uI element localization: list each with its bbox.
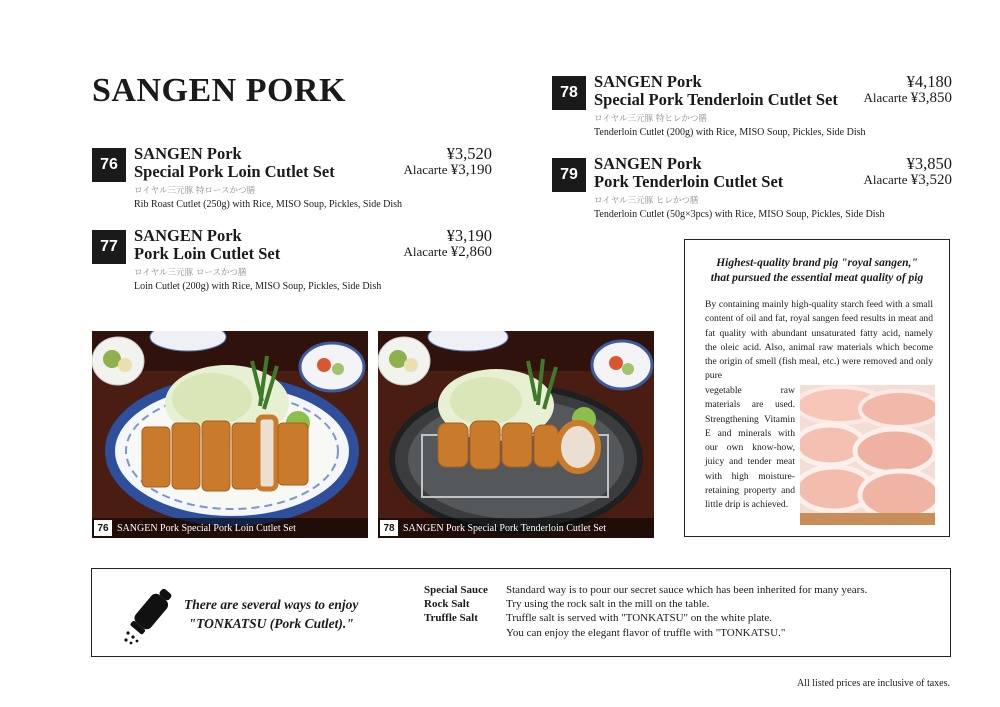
- item-japanese-name: ロイヤル三元豚 ロースかつ膳: [134, 268, 247, 278]
- alacarte-price: ¥3,190: [450, 162, 492, 178]
- item-description: Tenderloin Cutlet (200g) with Rice, MISO Soup, Pickles, Side Dish: [594, 127, 866, 138]
- tenderloin-cutlet-illustration: [378, 331, 654, 538]
- caption-number: 76: [94, 520, 112, 536]
- item-alacarte: [403, 162, 492, 179]
- item-name: Pork Tenderloin Cutlet Set: [594, 172, 784, 191]
- sangen-info-box: [684, 239, 950, 537]
- item-japanese-name: ロイヤル三元豚 特ヒレかつ膳: [594, 114, 707, 124]
- item-japanese-name: ロイヤル三元豚 特ロースかつ膳: [134, 186, 255, 196]
- ways-desc-rock-salt: Try using the rock salt in the mill on the table.: [506, 598, 710, 610]
- ways-label-special-sauce: Special Sauce: [424, 584, 488, 596]
- item-price: ¥3,850: [906, 154, 952, 173]
- item-name: Special Pork Tenderloin Cutlet Set: [594, 90, 838, 109]
- alacarte-price: ¥3,520: [910, 172, 952, 188]
- item-number-badge: 76: [92, 148, 126, 182]
- item-description: Tenderloin Cutlet (50g×3pcs) with Rice, MISO Soup, Pickles, Side Dish: [594, 209, 885, 220]
- item-number-badge: 78: [552, 76, 586, 110]
- loin-cutlet-illustration: [92, 331, 368, 538]
- caption-text: SANGEN Pork Special Pork Loin Cutlet Set: [117, 522, 296, 534]
- tax-note: All listed prices are inclusive of taxes.: [796, 678, 950, 689]
- caption-number: 78: [380, 520, 398, 536]
- alacarte-label: Alacarte: [863, 90, 908, 105]
- ways-label-truffle-salt: Truffle Salt: [424, 612, 478, 624]
- raw-pork-illustration: [800, 385, 935, 525]
- dish-photo-78: [378, 331, 654, 538]
- caption-text: SANGEN Pork Special Pork Tenderloin Cutlet Set: [403, 522, 606, 534]
- dish-photo-76: [92, 331, 368, 538]
- ways-heading-line2: "TONKATSU (Pork Cutlet).": [188, 616, 354, 631]
- item-alacarte: [403, 244, 492, 261]
- item-number-badge: 79: [552, 158, 586, 192]
- ways-heading: [184, 595, 358, 633]
- info-box-title-line1: Highest-quality brand pig "royal sangen,": [716, 257, 918, 269]
- item-description: Loin Cutlet (200g) with Rice, MISO Soup, Pickles, Side Dish: [134, 281, 382, 292]
- item-price: ¥3,190: [446, 226, 492, 245]
- item-name: Pork Loin Cutlet Set: [134, 244, 281, 263]
- ways-desc-special-sauce: Standard way is to pour our secret sauce which has been inherited for many years.: [506, 584, 868, 596]
- alacarte-label: Alacarte: [403, 244, 448, 259]
- info-box-title-line2: that pursued the essential meat quality of pig: [710, 272, 924, 284]
- alacarte-label: Alacarte: [863, 172, 908, 187]
- photo-caption: [92, 518, 368, 538]
- alacarte-price: ¥2,860: [450, 244, 492, 260]
- page-title: SANGEN PORK: [92, 72, 346, 109]
- item-brand: SANGEN Pork: [134, 144, 242, 163]
- info-box-title: [685, 256, 949, 286]
- item-price: ¥3,520: [446, 144, 492, 163]
- item-name: Special Pork Loin Cutlet Set: [134, 162, 335, 181]
- item-price: ¥4,180: [906, 72, 952, 91]
- raw-pork-photo: [800, 385, 935, 525]
- info-box-body: By containing mainly high-quality starch feed with a small content of oil and fat, royal sangen feed results in meat and fat quality with abundant unsaturated fatty acid, namely the oleic acid. Also, animal raw materials which become the origin of smell (fish meal, etc.) were removed and only pure: [705, 299, 933, 382]
- info-box-body-continued: vegetable raw materials are used. Strengthening Vitamin E and minerals with our own know-how, juicy and tender meat with high moisture-retaining property and little drip is achieved.: [705, 385, 795, 511]
- ways-to-enjoy-box: [91, 568, 951, 657]
- ways-desc-truffle-salt: Truffle salt is served with "TONKATSU" on the white plate.: [506, 612, 773, 624]
- ways-desc-truffle-salt-continued: You can enjoy the elegant flavor of truffle with "TONKATSU.": [506, 627, 786, 639]
- ways-label-rock-salt: Rock Salt: [424, 598, 470, 610]
- alacarte-label: Alacarte: [403, 162, 448, 177]
- item-number-badge: 77: [92, 230, 126, 264]
- item-alacarte: [863, 90, 952, 107]
- item-brand: SANGEN Pork: [594, 72, 702, 91]
- item-alacarte: [863, 172, 952, 189]
- photo-caption: [378, 518, 654, 538]
- pepper-mill-icon: [122, 583, 178, 650]
- alacarte-price: ¥3,850: [910, 90, 952, 106]
- item-brand: SANGEN Pork: [594, 154, 702, 173]
- ways-heading-line1: There are several ways to enjoy: [184, 597, 359, 612]
- item-brand: SANGEN Pork: [134, 226, 242, 245]
- item-description: Rib Roast Cutlet (250g) with Rice, MISO Soup, Pickles, Side Dish: [134, 199, 403, 210]
- item-japanese-name: ロイヤル三元豚 ヒレかつ膳: [594, 196, 699, 206]
